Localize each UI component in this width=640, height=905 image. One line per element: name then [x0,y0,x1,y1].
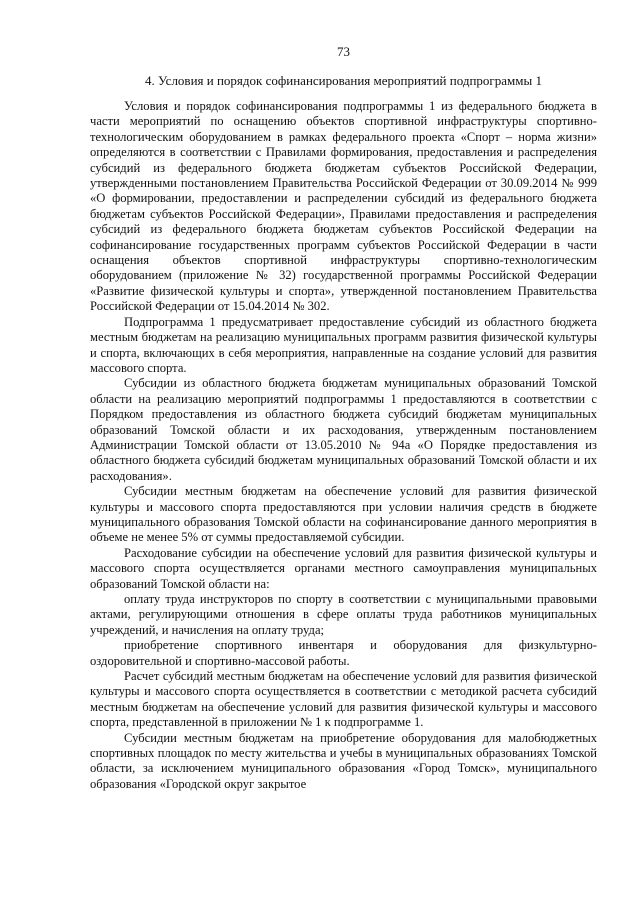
paragraph-equipment-purchase: приобретение спортивного инвентаря и оборудования для физкультурно-оздоровительной и спортивно-массовой работы. [90,638,597,668]
paragraph-subprogram-subsidies: Подпрограмма 1 предусматривает предоставление субсидий из областного бюджета местным бюджетам на реализацию муниципальных программ развития физической культуры и спорта, включающих в себя мероприятия, направленные на создание условий для развития массового спорта. [90,314,597,375]
section-heading: 4. Условия и порядок софинансирования мероприятий подпрограммы 1 [145,73,542,88]
page-number: 73 [337,44,350,59]
paragraph-cofinancing-federal: Условия и порядок софинансирования подпрограммы 1 из федерального бюджета в части мероприятий по оснащению объектов спортивной инфраструктуры спортивно-технологическим оборудованием в рамках федерального проекта «Спорт – норма жизни» определяются в соответствии с Правилами формирования, предоставления и распределения субсидий из федерального бюджета бюджетам субъектов Российской Федерации, утвержденными постановлением Правительства Российской Федерации от 30.09.2014 № 999 «О формировании, предоставлении и распределении субсидий из федерального бюджета бюджетам субъектов Российской Федерации», Правилами предоставления и распределения субсидий из федерального бюджета бюджетам субъектов Российской Федерации на софинансирование государственных программ субъектов Российской Федерации в части оснащения объектов спортивной инфраструктуры спортивно-технологическим оборудованием (приложение № 32) государственной программы Российской Федерации «Развитие физической культуры и спорта», утвержденной постановлением Правительства Российской Федерации от 15.04.2014 № 302. [90,99,597,314]
paragraph-spending-purposes: Расходование субсидии на обеспечение условий для развития физической культуры и массового спорта осуществляется органами местного самоуправления муниципальных образований Томской области на: [90,545,597,591]
document-page [90,0,597,905]
body-text [90,99,597,792]
paragraph-calculation-method: Расчет субсидий местным бюджетам на обеспечение условий для развития физической культуры и массового спорта осуществляется в соответствии с методикой расчета субсидий местным бюджетам на обеспечение условий для развития физической культуры и массового спорта, представленной в приложении № 1 к подпрограмме 1. [90,669,597,730]
paragraph-sports-grounds: Субсидии местным бюджетам на приобретение оборудования для малобюджетных спортивных площадок по месту жительства и учебы в муниципальных образованиях Томской области, за исключением муниципального образования «Город Томск», муниципального образования «Городской округ закрытое [90,730,597,791]
paragraph-instructor-salary: оплату труда инструкторов по спорту в соответствии с муниципальными правовыми актами, регулирующими отношения в сфере оплаты труда работников муниципальных учреждений, и начисления на оплату труда; [90,592,597,637]
paragraph-cofinancing-condition: Субсидии местным бюджетам на обеспечение условий для развития физической культуры и массового спорта предоставляются при условии наличия средств в бюджете муниципального образования Томской области на софинансирование данного мероприятия в объеме не менее 5% от суммы предоставляемой субсидии. [90,484,597,545]
paragraph-regional-subsidies-order: Субсидии из областного бюджета бюджетам муниципальных образований Томской области на реализацию мероприятий подпрограммы 1 предоставляются в соответствии с Порядком предоставления из областного бюджета субсидий бюджетам муниципальных образований Томской области и их расходования, утвержденным постановлением Администрации Томской области от 13.05.2010 № 94а «О Порядке предоставления из областного бюджета субсидий бюджетам муниципальных образований Томской области и их расходования». [90,376,597,483]
